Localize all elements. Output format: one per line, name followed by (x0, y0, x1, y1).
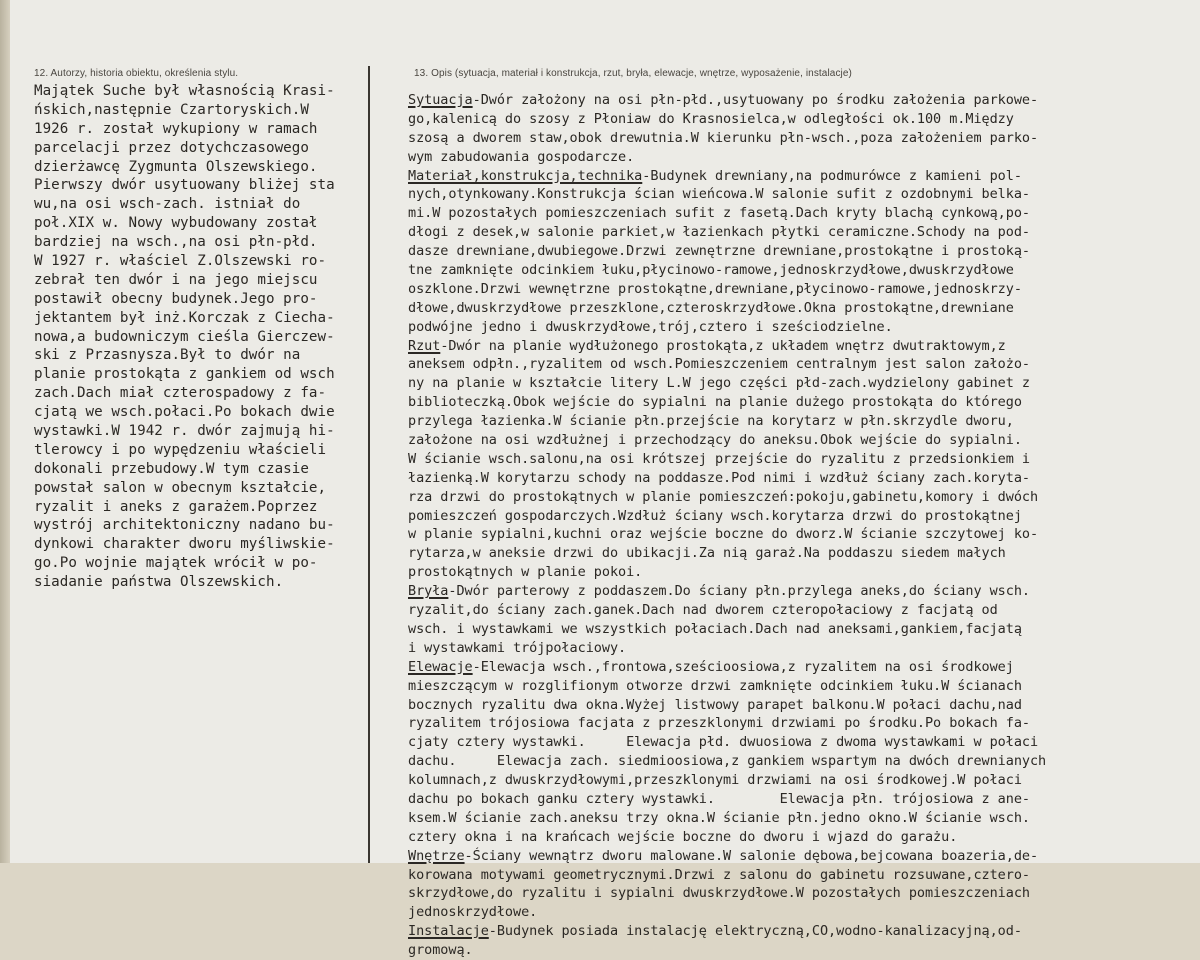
history-text-line: powstał salon w obecnym kształcie, (34, 479, 327, 496)
line-text: cjaty cztery wystawki. Elewacja płd. dwuosiowa z dwoma wystawkami w połaci (408, 734, 1039, 751)
description-text-line (408, 658, 1196, 677)
history-text-line: siadanie państwa Olszewskich. (34, 574, 284, 591)
description-text-line (408, 185, 1196, 204)
history-text-line: Majątek Suche był własnością Krasi- (34, 83, 335, 99)
line-text: prostokątnych w planie pokoi. (408, 564, 643, 581)
line-text: szosą a dworem staw,obok drewutnia.W kierunku płn-wsch.,poza założeniem parko- (408, 129, 1039, 146)
section-heading: Instalacje (408, 923, 489, 940)
description-text-line (408, 677, 1196, 696)
history-text-line: wystrój architektoniczny nadano bu- (34, 517, 335, 534)
history-text-line: wu,na osi wsch-zach. istniał do (34, 196, 301, 213)
section-heading: Rzut (408, 337, 441, 354)
history-text-line: tlerowcy i po wypędzeniu właścieli (34, 441, 327, 458)
description-text-line (408, 884, 1196, 903)
line-text: rza drzwi do prostokątnych w planie pomieszczeń:pokoju,gabinetu,komory i dwóch (408, 488, 1039, 505)
description-text-line (408, 714, 1196, 733)
description-text-line (408, 148, 1196, 167)
description-text-line (408, 337, 1196, 356)
line-text: założone na osi wzdłużnej i przechodzący do aneksu.Obok wejście do sypialni. (408, 432, 1022, 449)
line-text: go,kalenicą do szosy z Płoniaw do Krasnosielca,w odległości ok.100 m.Między (408, 110, 1014, 127)
description-text-line (408, 563, 1196, 582)
line-text: cztery okna i na krańcach wejście boczne do dworu i wjazd do garażu. (408, 828, 958, 845)
description-text-line (408, 431, 1196, 450)
paper-left-edge (0, 0, 10, 863)
history-text-line: dzierżawcę Zygmunta Olszewskiego. (34, 158, 318, 175)
description-text-line (408, 242, 1196, 261)
section-heading: Wnętrze (408, 847, 465, 864)
history-column (34, 82, 368, 592)
description-text-line (408, 620, 1196, 639)
line-text: przylega łazienka.W ścianie płn.przejście na korytarz w płn.skrzydle dworu, (408, 413, 1014, 430)
line-text: wsch. i wystawkami we wszystkich połaciach.Dach nad aneksami,gankiem,facjatą (408, 620, 1022, 637)
history-text-line: postawił obecny budynek.Jego pro- (34, 290, 318, 307)
description-text-line (408, 903, 1196, 922)
description-text-line (408, 922, 1196, 941)
line-text: dasze drewniane,dwubiegowe.Drzwi zewnętrzne drewniane,prostokątne i prostoką- (408, 243, 1030, 260)
section-heading: Materiał,konstrukcja,technika (408, 167, 643, 184)
description-column (408, 91, 1196, 960)
line-text: kolumnach,z dwuskrzydłowymi,przeszklonymi drzwiami na osi środkowej.W połaci (408, 772, 1022, 789)
line-text: -Dwór parterowy z poddaszem.Do ściany płn.przylega aneks,do ściany wsch. (448, 583, 1030, 600)
description-text-line (408, 450, 1196, 469)
history-text-line: zebrał ten dwór i na jego miejscu (34, 271, 318, 288)
line-text: bocznych ryzalitu dwa okna.Wyżej listwowy parapet balkonu.W połaci dachu,nad (408, 696, 1022, 713)
column-divider (368, 66, 370, 863)
history-text-line: Pierwszy dwór usytuowany bliżej sta (34, 177, 335, 194)
description-text-line (408, 110, 1196, 129)
description-text-line (408, 280, 1196, 299)
line-text: -Budynek posiada instalację elektryczną,CO,wodno-kanalizacyjną,od- (488, 923, 1022, 940)
line-text: rytarza,w aneksie drzwi do ubikacji.Za nią garaż.Na poddaszu siedem małych (408, 545, 1006, 562)
history-text-line: jektantem był inż.Korczak z Ciecha- (34, 309, 335, 326)
history-text-line: cjatą we wsch.połaci.Po bokach dwie (34, 404, 335, 421)
description-text-line (408, 601, 1196, 620)
description-text-line (408, 412, 1196, 431)
section-heading: Elewacje (408, 658, 473, 675)
description-text-line (408, 318, 1196, 337)
line-text: pomieszczeń gospodarczych.Wzdłuż ściany wsch.korytarza drzwi do prostokątnej (408, 507, 1022, 524)
line-text: -Elewacja wsch.,frontowa,sześcioosiowa,z ryzalitem na osi środkowej (472, 658, 1014, 675)
description-text-line (408, 91, 1196, 110)
line-text: korowana motywami geometrycznymi.Drzwi z salonu do gabinetu rozsuwane,cztero- (408, 866, 1030, 883)
line-text: w planie sypialni,kuchni oraz wejście boczne do dworz.W ścianie szczytowej ko- (408, 526, 1039, 543)
section-heading: Sytuacja (408, 92, 473, 108)
line-text: biblioteczką.Obok wejście do sypialni na planie dużego prostokąta do którego (408, 394, 1022, 411)
line-text: ryzalit,do ściany zach.ganek.Dach nad dworem czteropołaciowy z facjatą od (408, 602, 998, 619)
description-text-line (408, 544, 1196, 563)
description-text-line (408, 941, 1196, 960)
history-text-line: planie prostokąta z gankiem od wsch (34, 366, 335, 383)
line-text: i wystawkami trójpołaciowy. (408, 639, 627, 656)
section-13-header: 13. Opis (sytuacja, materiał i konstrukcja, rzut, bryła, elewacje, wnętrze, wyposażenie, instalacje) (414, 68, 852, 79)
line-text: mi.W pozostałych pomieszczeniach sufit z fasetą.Dach kryty blachą cynkową,po- (408, 205, 1030, 222)
line-text: ryzalitem trójosiowa facjata z przeszklonymi drzwiami po środku.Po bokach fa- (408, 715, 1030, 732)
description-text-line (408, 355, 1196, 374)
description-text-line (408, 639, 1196, 658)
section-heading: Bryła (408, 583, 449, 600)
line-text: ksem.W ścianie zach.aneksu trzy okna.W ścianie płn.jedno okno.W ścianie wsch. (408, 809, 1030, 826)
history-text-line: wystawki.W 1942 r. dwór zajmują hi- (34, 423, 335, 440)
line-text: łazienką.W korytarzu schody na poddasze.Pod nimi i wzdłuż ściany zach.koryta- (408, 469, 1030, 486)
description-text-line (408, 374, 1196, 393)
description-text-line (408, 733, 1196, 752)
line-text: tne zamknięte odcinkiem łuku,płycinowo-ramowe,jednoskrzydłowe,dwuskrzydłowe (408, 262, 1014, 279)
description-text-line (408, 507, 1196, 526)
description-text-line (408, 790, 1196, 809)
history-text-line: poł.XIX w. Nowy wybudowany został (34, 215, 318, 232)
line-text: oszklone.Drzwi wewnętrzne prostokątne,drewniane,płycinowo-ramowe,jednoskrzy- (408, 280, 1022, 297)
description-text-line (408, 752, 1196, 771)
line-text: mieszczącym w rozglifionym otworze drzwi zamknięte odcinkiem łuku.W ścianach (408, 677, 1022, 694)
history-text-line: dokonali przebudowy.W tym czasie (34, 460, 309, 477)
history-text-line: ńskich,następnie Czartoryskich.W (34, 101, 309, 118)
description-text-line (408, 129, 1196, 148)
line-text: aneksem odpłn.,ryzalitem od wsch.Pomieszczeniem centralnym jest salon założo- (408, 356, 1030, 373)
section-12-header: 12. Autorzy, historia obiektu, określenia stylu. (34, 68, 239, 79)
history-text-line: go.Po wojnie majątek wrócił w po- (34, 555, 318, 572)
description-text-line (408, 167, 1196, 186)
description-text-line (408, 582, 1196, 601)
history-text-line: dynkowi charakter dworu myśliwskie- (34, 536, 335, 553)
description-text-line (408, 525, 1196, 544)
description-text-line (408, 223, 1196, 242)
description-text-line (408, 299, 1196, 318)
description-text-line (408, 393, 1196, 412)
line-text: gromową. (408, 942, 473, 959)
line-text: dłowe,dwuskrzydłowe przeszklone,czteroskrzydłowe.Okna prostokątne,drewniane (408, 299, 1014, 316)
description-text-line (408, 866, 1196, 885)
line-text: skrzydłowe,do ryzalitu i sypialni dwuskrzydłowe.W pozostałych pomieszczeniach (408, 885, 1030, 902)
history-text-line: ryzalit i aneks z garażem.Poprzez (34, 498, 318, 515)
line-text: -Ściany wewnątrz dworu malowane.W salonie dębowa,bejcowana boazeria,de- (464, 847, 1039, 864)
history-text-line: ski z Przasnysza.Był to dwór na (34, 347, 301, 364)
line-text: nych,otynkowany.Konstrukcja ścian wieńcowa.W salonie sufit z ozdobnymi belka- (408, 186, 1030, 203)
history-text-line: W 1927 r. właściel Z.Olszewski ro- (34, 253, 327, 270)
history-text-line: nowa,a budowniczym cieśla Gierczew- (34, 328, 335, 345)
description-text-line (408, 809, 1196, 828)
line-text: -Dwór założony na osi płn-płd.,usytuowany po środku założenia parkowe- (472, 92, 1039, 108)
description-text-line (408, 828, 1196, 847)
line-text: -Dwór na planie wydłużonego prostokąta,z układem wnętrz dwutraktowym,z (440, 337, 1006, 354)
line-text: dłogi z desek,w salonie parkiet,w łazienkach płytki ceramiczne.Schody na pod- (408, 224, 1030, 241)
description-text-line (408, 204, 1196, 223)
line-text: dachu. Elewacja zach. siedmioosiowa,z gankiem wspartym na dwóch drewnianych (408, 753, 1047, 770)
line-text: jednoskrzydłowe. (408, 904, 538, 921)
history-text-line: parcelacji przez dotychczasowego (34, 139, 309, 156)
line-text: W ścianie wsch.salonu,na osi krótszej przejście do ryzalitu z przedsionkiem i (408, 450, 1030, 467)
description-text-line (408, 469, 1196, 488)
description-text-line (408, 771, 1196, 790)
history-text-line: bardziej na wsch.,na osi płn-płd. (34, 234, 318, 251)
line-text: ny na planie w kształcie litery L.W jego części płd-zach.wydzielony gabinet z (408, 375, 1030, 392)
description-text-line (408, 696, 1196, 715)
description-text-line (408, 488, 1196, 507)
line-text: wym zabudowania gospodarcze. (408, 148, 635, 165)
history-text-line: zach.Dach miał czterospadowy z fa- (34, 385, 327, 402)
description-text-line (408, 261, 1196, 280)
line-text: dachu po bokach ganku cztery wystawki. Elewacja płn. trójosiowa z ane- (408, 790, 1030, 807)
line-text: podwójne jedno i dwuskrzydłowe,trój,cztero i sześciodzielne. (408, 318, 893, 335)
line-text: -Budynek drewniany,na podmurówce z kamieni pol- (642, 167, 1022, 184)
history-text-line: 1926 r. został wykupiony w ramach (34, 120, 318, 137)
